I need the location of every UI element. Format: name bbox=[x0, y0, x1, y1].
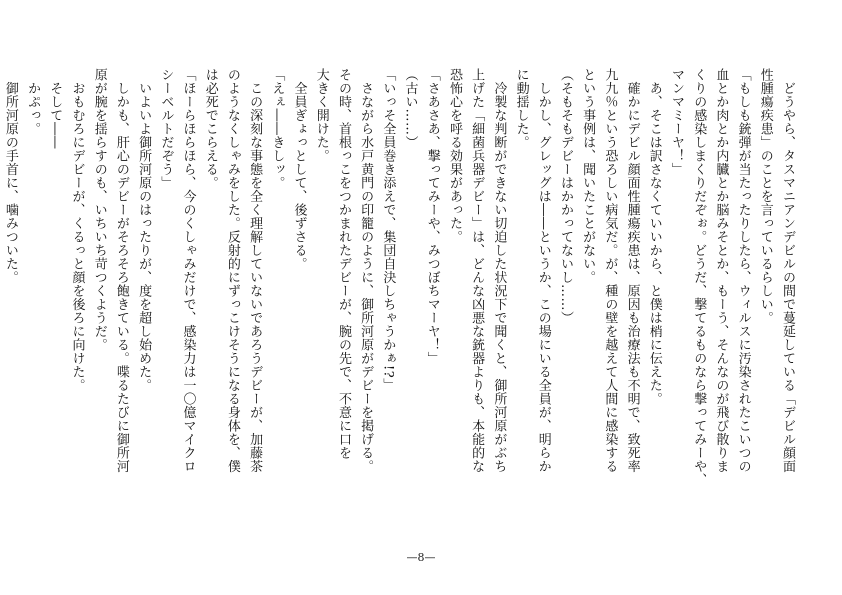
text-line: そして―― bbox=[47, 68, 63, 149]
text-line: 「さあさあ、撃ってみーや、みつぼちマーヤ！」 bbox=[424, 68, 440, 365]
text-line: おもむろにデビーが、くるっと顔を後ろに向けた。 bbox=[69, 68, 85, 392]
text-line: 恐怖心を呼る効果があった。 bbox=[446, 68, 462, 244]
text-line: 「えぇ――きしッ。 bbox=[269, 68, 285, 190]
page-number: —8— bbox=[406, 551, 436, 564]
text-line: 大きく開けた。 bbox=[313, 68, 329, 163]
text-line: 原が腕を揺らすのも、いちいち苛つくようだ。 bbox=[91, 68, 107, 352]
text-line: のようなくしゃみをした。反射的にずっこけそうになる身体を、僕 bbox=[224, 68, 240, 473]
text-line: しかし、グレッグは――というか、この場にいる全員が、明らか bbox=[535, 68, 551, 473]
text-line: しかも、肝心のデビーがそろそろ飽きている。喋るたびに御所河 bbox=[113, 68, 129, 473]
text-line: その時、首根っこをつかまれたデビーが、腕の先で、不意に口を bbox=[335, 68, 351, 460]
text-line: に動揺した。 bbox=[513, 68, 529, 149]
text-line: マンマミーヤ！」 bbox=[668, 68, 684, 176]
vertical-text-body bbox=[0, 68, 798, 538]
text-line: 九九％という恐ろしい病気だ。が、種の壁を越えて人間に感染する bbox=[602, 68, 618, 473]
text-line: 全員ぎょっとして、後ずさる。 bbox=[291, 68, 307, 271]
text-line: 冷製な判断ができない切迫した状況下で聞くと、御所河原がぶち bbox=[491, 68, 507, 473]
text-line: 性腫瘍疾患」のことを言っているらしい。 bbox=[757, 68, 773, 325]
text-line: は必死でこらえる。 bbox=[202, 68, 218, 190]
text-line: という事例は、聞いたことがない。 bbox=[580, 68, 596, 284]
text-line: （古い……） bbox=[402, 68, 418, 149]
text-line: この深刻な事態を全く理解していないであろうデビーが、加藤茶 bbox=[247, 68, 263, 473]
text-line: 御所河原の手首に、噛みついた。 bbox=[2, 68, 18, 284]
text-line: 上げた「細菌兵器デビー」は、どんな凶悪な銃器よりも、本能的な bbox=[469, 68, 485, 473]
text-line: シーベルトだぞう」 bbox=[158, 68, 174, 190]
text-line: 血とか肉とか内臓とか脳みそとか、もーう、そんなのが飛び散りま bbox=[713, 68, 729, 473]
text-line: いよいよ御所河原のはったりが、度を超し始めた。 bbox=[136, 68, 152, 392]
text-line: 「ほーらほらほら、今のくしゃみだけで、感染力は一〇億マイクロ bbox=[180, 68, 196, 473]
text-line: （そもそもデビーはかかってないし……） bbox=[557, 68, 573, 325]
text-line: どうやら、タスマニアンデビルの間で蔓延している「デビル顔面 bbox=[780, 68, 795, 473]
text-line: くりの感染しまくりだぞぉ。どうだ、撃てるものなら撃ってみーや、 bbox=[691, 68, 707, 487]
text-line: 確かにデビル顔面性腫瘍疾患は、原因も治療法も不明で、致死率 bbox=[624, 68, 640, 473]
text-line: さながら水戸黄門の印籠のように、御所河原がデビーを掲げる。 bbox=[358, 68, 374, 473]
text-line: 「いっそ全員巻き添えで、集団自決しちゃうかぁ!?」 bbox=[380, 68, 396, 392]
text-line: かぷっ。 bbox=[25, 68, 41, 136]
text-line: 「もしも銃弾が当たったりしたら、ウィルスに汚染されたこいつの bbox=[735, 68, 751, 473]
text-line: あ、そこは訳さなくていいから、と僕は梢に伝えた。 bbox=[646, 68, 662, 406]
